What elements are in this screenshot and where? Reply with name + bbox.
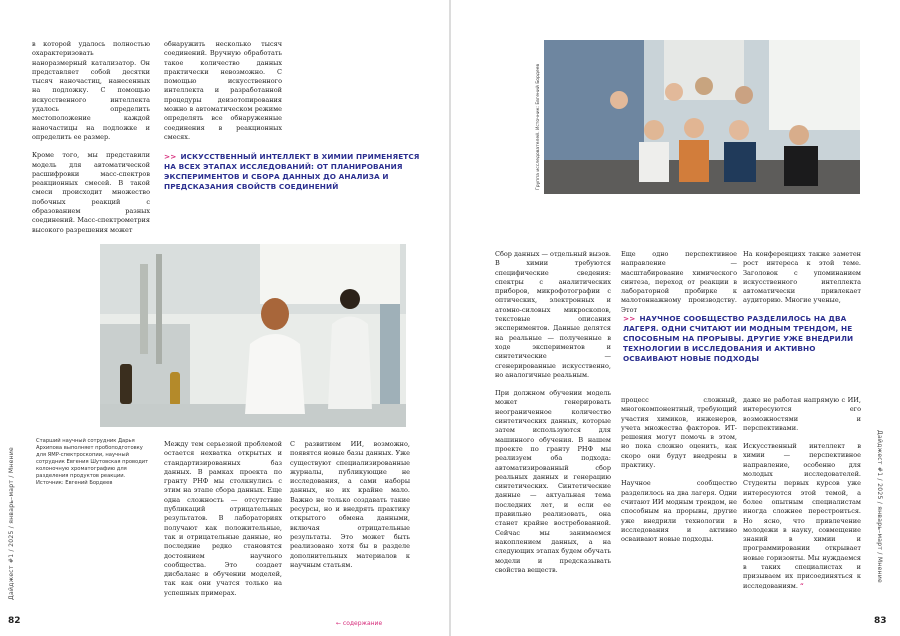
left-page xyxy=(0,0,449,636)
paragraph: обнаружить несколько тысяч соединений. Вручную обработать такое количество данных практически невозможно. С помощью искусственного интеллекта и разработанной процедуры деизотопирования можно в автоматическом режиме определять все обнаруженные соединения в реакционных смесях. xyxy=(164,40,282,141)
paragraph: На конференциях также заметен рост интереса к этой теме. Заголовок с упоминанием искусственного интеллекта автоматически привлекает аудиторию. Многие ученые, xyxy=(743,250,861,305)
close-quote-icon: “ xyxy=(800,581,804,590)
paragraph: С развитием ИИ, возможно, появятся новые базы данных. Уже существуют специализированные журналы, публикующие не исследования, а сами наборы данных, но их крайне мало. Важно не только создавать такие ресурсы, но и внедрять практику открытого обмена данными, включая отрицательные результаты. Это может быть реализовано хотя бы в разделе дополнительных материалов к научным статьям. xyxy=(290,440,410,569)
group-photo-illustration xyxy=(544,40,860,194)
paragraph xyxy=(743,442,861,591)
lab-photo-illustration xyxy=(100,244,406,427)
right-column-3 xyxy=(743,250,861,315)
paragraph: в которой удалось полностью охарактеризовать наноразмерный катализатор. Он представляет собой десятки тысяч наночастиц, нанесенных на подложку. С помощью искусственного интеллекта удалось определить местоположение каждой наночастицы на подложке и определить ее размер. xyxy=(32,40,150,141)
quote-arrow-icon: >> xyxy=(623,314,636,323)
toc-link[interactable]: ← содержание xyxy=(336,620,383,627)
closing-text: Искусственный интеллект в химии — перспективное направление, особенно для молодых исследователей. Студенты первых курсов уже интересуются этой темой, а более опытным специалистам иногда сложнее перестроиться. Но ясно, что привлечение молодежи в науку, совмещение знаний в химии и программировании открывает новые горизонты. Мы нуждаемся в таких специалистах и призываем их присоединяться к исследованиям. xyxy=(743,442,861,590)
left-column-2 xyxy=(164,40,282,151)
paragraph: даже не работая напрямую с ИИ, интересуются его возможностями и перспективами. xyxy=(743,396,861,432)
quote-text: НАУЧНОЕ СООБЩЕСТВО РАЗДЕЛИЛОСЬ НА ДВА ЛАГЕРЯ. ОДНИ СЧИТАЮТ ИИ МОДНЫМ ТРЕНДОМ, НЕ СПОСОБНЫМ НА ПРОРЫВЫ. ДРУГИЕ УЖЕ ВНЕДРИЛИ ТЕХНОЛОГИИ В ИССЛЕДОВАНИЯ И АКТИВНО ОСВАИВАЮТ НОВЫЕ ПОДХОДЫ xyxy=(623,314,854,363)
paragraph: Сбор данных — отдельный вызов. В химии требуются специфические сведения: спектры с аналитических приборов, микрофотографии с оптических, электронных и атомно-силовых микроскопов, текстовые описания экспериментов. Данные делятся на реальные — полученные в ходе экспериментов и синтетические — сгенерированные искусственно, но аналогичные реальным. xyxy=(495,250,611,379)
paragraph: Научное сообщество разделилось на два лагеря. Одни считают ИИ модным трендом, не способным на прорывы, другие уже внедрили технологии в исследования и активно осваивают новые подходы. xyxy=(621,479,737,544)
lab-photo xyxy=(100,244,406,427)
paragraph: При должном обучении модель может генерировать неограниченное количество синтетических данных, которые затем используются для машинного обучения. В нашем проекте по гранту РНФ мы реализуем оба подхода: автоматизированный сбор реальных данных и генерацию синтетических. Синтетические данные — актуальная тема последних лет, и если ее правильно реализовать, она станет крайне востребованной. Сейчас мы занимаемся накоплением данных, а на следующих этапах будем обучать модели и предсказывать свойства веществ. xyxy=(495,389,611,574)
quote-arrow-icon: >> xyxy=(164,152,177,161)
right-page xyxy=(451,0,900,636)
left-column-1 xyxy=(32,40,150,244)
page-number: 83 xyxy=(874,616,887,626)
pull-quote xyxy=(623,314,863,364)
right-column-2 xyxy=(621,250,737,324)
photo-caption: Старший научный сотрудник Дарья Архипова выполняет пробоподготовку для ЯМР-спектроскопии, научный сотрудник Евгения Шутовская проводит колоночную хроматографию для разделения продуктов реакции. Источник: Евгений Бордеев xyxy=(36,438,149,486)
paragraph: Кроме того, мы представили модель для автоматической расшифровки масс-спектров реакционных смесей. В такой смеси происходит множество побочных реакций с образованием разных соединений. Масс-спектрометрия высокого разрешения может xyxy=(32,151,150,234)
pull-quote xyxy=(164,152,432,192)
paragraph: Еще одно перспективное направление — масштабирование химического синтеза, переход от реакции в лабораторной пробирке к малотоннажному производству. Этот xyxy=(621,250,737,314)
left-column-3 xyxy=(164,440,282,607)
page-number: 82 xyxy=(8,616,21,626)
left-column-4 xyxy=(290,440,410,579)
right-column-3-continued xyxy=(743,396,861,600)
group-photo-caption: Группа исследователей. Источник: Евгений Бордеев xyxy=(536,63,541,190)
group-photo xyxy=(544,40,860,194)
paragraph: процесс сложный, многокомпонентный, требующий участия химиков, инженеров, учета множества факторов. ИТ-решения могут помочь в этом, но пока сложно оценить, как скоро они будут внедрены в практику. xyxy=(621,396,737,470)
page-sidebar: Дайджест #1 / 2025 / январь–март / Мнение xyxy=(8,446,15,600)
page-sidebar: Дайджест #1 / 2025 / январь–март / Мнение xyxy=(876,430,883,584)
right-column-1 xyxy=(495,250,611,584)
right-column-2-continued xyxy=(621,396,737,553)
paragraph: Между тем серьезной проблемой остается нехватка открытых и стандартизированных баз данных. В рамках проекта по гранту РНФ мы столкнулись с этим на этапе сбора данных. Еще одна сложность — отсутствие публикаций отрицательных результатов. В лабораториях получают как положительные, так и отрицательные данные, но последние редко становятся достоянием научного сообщества. Это создает дисбаланс в обучении моделей, так как они учатся только на успешных примерах. xyxy=(164,440,282,597)
quote-text: ИСКУССТВЕННЫЙ ИНТЕЛЛЕКТ В ХИМИИ ПРИМЕНЯЕТСЯ НА ВСЕХ ЭТАПАХ ИССЛЕДОВАНИЙ: ОТ ПЛАНИРОВАНИЯ ЭКСПЕРИМЕНТОВ И СБОРА ДАННЫХ ДО АНАЛИЗА И ПРЕДСКАЗАНИЯ СВОЙСТВ СОЕДИНЕНИЙ xyxy=(164,152,420,191)
